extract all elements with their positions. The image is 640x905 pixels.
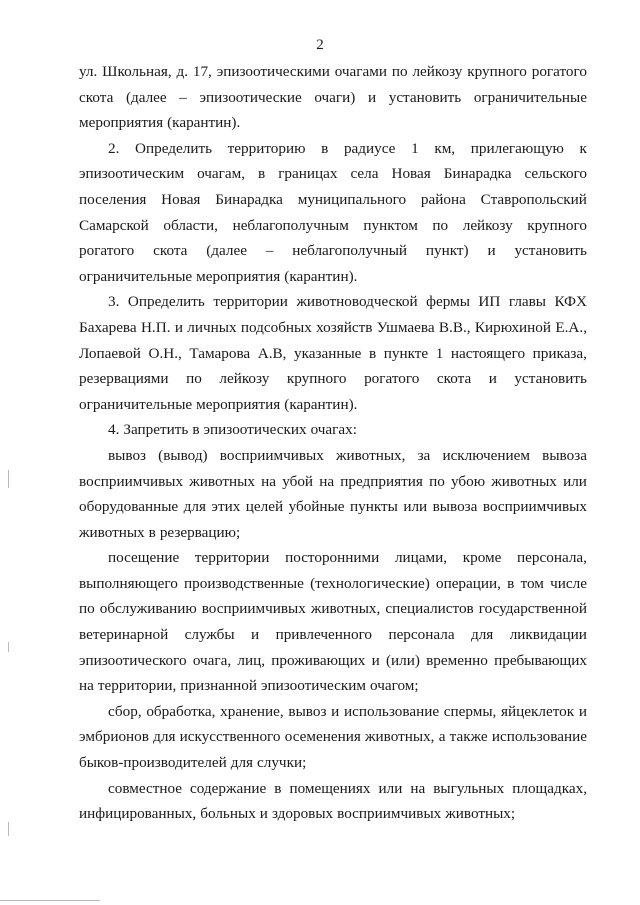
text-line: выполняющего производственные (технологические) операции, в том числе (79, 574, 587, 592)
text-line: вывоз (вывод) восприимчивых животных, за исключением вывоза (108, 446, 587, 464)
text-line: по обслуживанию восприимчивых животных, специалистов государственной (79, 600, 587, 618)
text-line: Самарской области, неблагополучным пунктом по лейкозу крупного (79, 216, 587, 234)
text-line: восприимчивых животных на убой на предприятия по убою животных или (79, 472, 587, 490)
text-line: на территории, признанной эпизоотическим очагом; (79, 677, 419, 695)
text-line: быков-производителей для случки; (79, 754, 307, 772)
document-body (79, 59, 587, 827)
text-line: сбор, обработка, хранение, вывоз и использование спермы, яйцеклеток и (108, 702, 587, 720)
text-line: 3. Определить территории животноводческой фермы ИП главы КФХ (108, 293, 587, 311)
text-line: скота (далее – эпизоотические очаги) и установить ограничительные (79, 88, 587, 106)
text-line: поселения Новая Бинарадка муниципального района Ставропольский (79, 190, 587, 208)
paragraph (79, 545, 587, 699)
text-line: рогатого скота (далее – неблагополучный пункт) и установить (79, 242, 587, 260)
text-line: Лопаевой О.Н., Тамарова А.В, указанные в пункте 1 настоящего приказа, (79, 344, 587, 362)
text-line: ограничительные мероприятия (карантин). (79, 395, 358, 413)
text-line: посещение территории посторонними лицами, кроме персонала, (108, 549, 587, 567)
text-line: эпизоотического очага, лиц, проживающих и (или) временно пребывающих (79, 651, 587, 669)
paragraph (79, 443, 587, 545)
text-line: животных в резервацию; (79, 523, 241, 541)
scan-artifact (8, 822, 9, 836)
text-line: мероприятия (карантин). (79, 114, 241, 132)
text-line: совместное содержание в помещениях или на выгульных площадках, (108, 779, 587, 797)
text-line: инфицированных, больных и здоровых восприимчивых животных; (79, 805, 516, 823)
text-line: оборудованные для этих целей убойные пункты или вывоза восприимчивых (79, 498, 587, 516)
text-line: эпизоотическим очагам, в границах села Новая Бинарадка сельского (79, 165, 587, 183)
scan-artifact (0, 900, 100, 901)
paragraph (79, 699, 587, 776)
text-line: эмбрионов для искусственного осеменения животных, а также использование (79, 728, 587, 746)
text-line: ул. Школьная, д. 17, эпизоотическими очагами по лейкозу крупного рогатого (79, 63, 587, 80)
text-line: ограничительные мероприятия (карантин). (79, 267, 358, 285)
text-line: ветеринарной службы и привлеченного персонала для ликвидации (79, 626, 587, 644)
paragraph (79, 289, 587, 417)
text-line: Бахарева Н.П. и личных подсобных хозяйств Ушмаева В.В., Кирюхиной Е.А., (79, 318, 587, 336)
paragraph (79, 776, 587, 827)
paragraph (79, 59, 587, 136)
scan-artifact (8, 642, 9, 652)
text-line: 4. Запретить в эпизоотических очагах: (108, 421, 357, 439)
scan-artifact (8, 470, 9, 488)
text-line: 2. Определить территорию в радиусе 1 км, прилегающую к (108, 139, 587, 157)
page-number: 2 (316, 37, 324, 53)
paragraph (79, 417, 587, 443)
paragraph (79, 136, 587, 290)
text-line: резервациями по лейкозу крупного рогатого скота и установить (79, 370, 587, 388)
